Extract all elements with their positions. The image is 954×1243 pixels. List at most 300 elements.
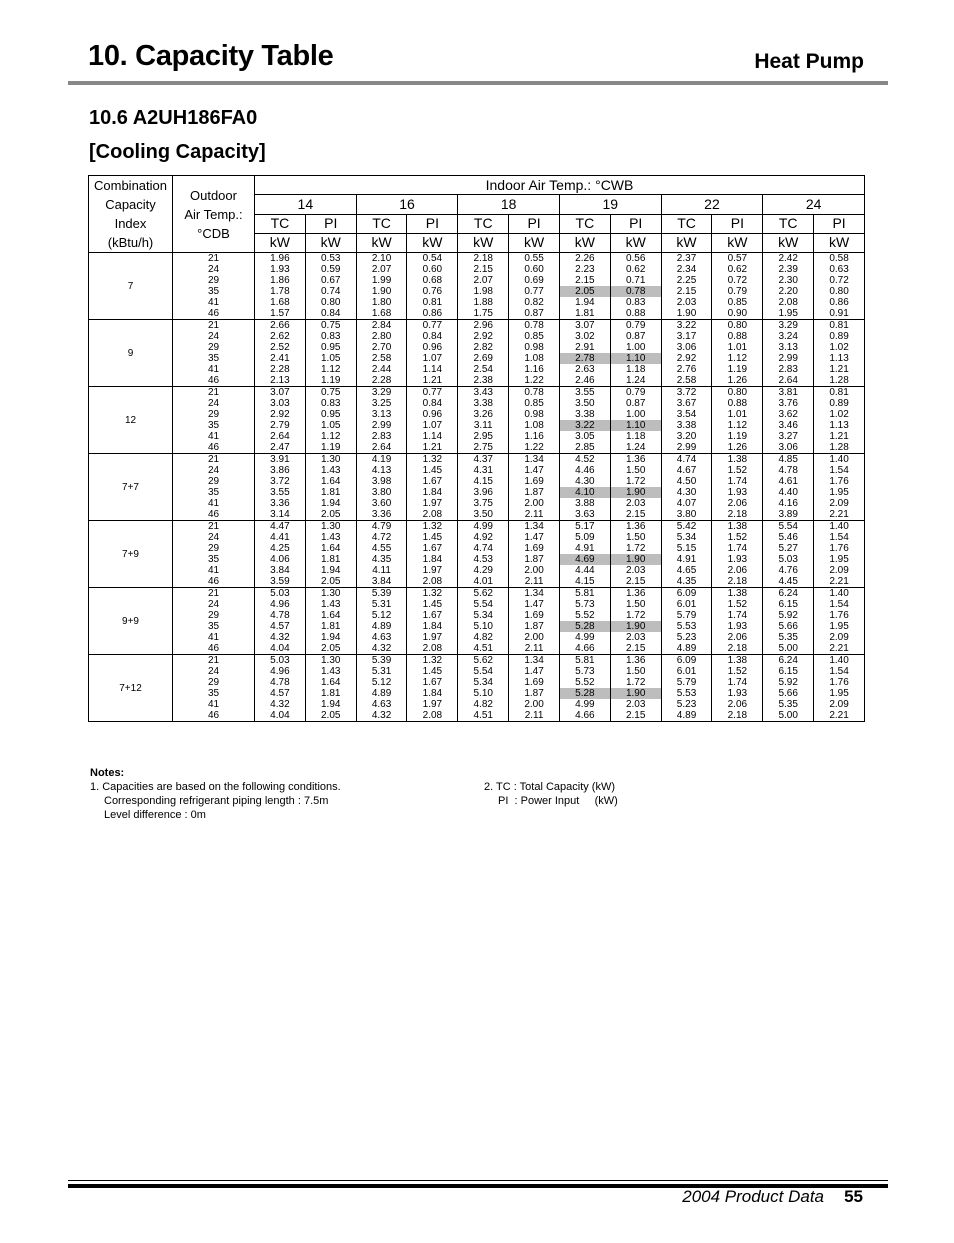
pi-value-cell: 0.75 <box>305 387 356 399</box>
outdoor-header-line: °CDB <box>197 225 230 241</box>
table-row <box>89 431 865 442</box>
pi-value-cell: 1.08 <box>509 353 560 364</box>
tc-value-cell: 1.68 <box>356 308 407 320</box>
tc-value-cell: 2.82 <box>458 342 509 353</box>
pi-value-cell: 2.05 <box>305 643 356 655</box>
pi-value-cell: 2.18 <box>712 509 763 521</box>
tc-value-cell: 5.15 <box>661 543 712 554</box>
pi-value-cell: 2.09 <box>814 498 865 509</box>
pi-value-cell: 2.18 <box>712 643 763 655</box>
pi-value-cell: 1.76 <box>814 610 865 621</box>
indoor-temp-14: 14 <box>255 195 357 214</box>
pi-value-cell: 1.18 <box>610 364 661 375</box>
tc-value-cell: 2.20 <box>763 286 814 297</box>
tc-value-cell: 4.29 <box>458 565 509 576</box>
tc-value-cell: 5.31 <box>356 599 407 610</box>
pi-value-cell: 0.85 <box>712 297 763 308</box>
tc-value-cell: 3.67 <box>661 398 712 409</box>
note-line: 2. TC : Total Capacity (kW) <box>484 781 616 793</box>
pi-value-cell: 0.78 <box>509 387 560 399</box>
tc-value-cell: 2.10 <box>356 253 407 265</box>
pi-header: PI <box>814 214 865 233</box>
note-line: Level difference : 0m <box>104 809 206 821</box>
outdoor-temp-cell: 29 <box>173 275 255 286</box>
pi-value-cell: 1.47 <box>509 532 560 543</box>
tc-value-cell: 2.34 <box>661 264 712 275</box>
outdoor-temp-cell: 35 <box>173 420 255 431</box>
table-row <box>89 621 865 632</box>
tc-value-cell: 4.46 <box>559 465 610 476</box>
pi-value-cell: 0.90 <box>712 308 763 320</box>
tc-value-cell: 3.22 <box>559 420 610 431</box>
pi-value-cell: 0.91 <box>814 308 865 320</box>
pi-value-cell: 1.43 <box>305 599 356 610</box>
pi-value-cell: 0.62 <box>712 264 763 275</box>
pi-value-cell: 2.21 <box>814 643 865 655</box>
tc-value-cell: 3.36 <box>356 509 407 521</box>
pi-value-cell: 1.54 <box>814 465 865 476</box>
pi-value-cell: 1.45 <box>407 465 458 476</box>
pi-value-cell: 1.81 <box>305 554 356 565</box>
tc-value-cell: 4.32 <box>356 643 407 655</box>
pi-value-cell: 2.05 <box>305 576 356 588</box>
tc-value-cell: 3.38 <box>458 398 509 409</box>
tc-value-cell: 2.99 <box>763 353 814 364</box>
tc-value-cell: 3.55 <box>255 487 306 498</box>
pi-value-cell: 1.84 <box>407 554 458 565</box>
indoor-temp-19: 19 <box>559 195 661 214</box>
outdoor-temp-cell: 24 <box>173 465 255 476</box>
outdoor-temp-cell: 29 <box>173 342 255 353</box>
capacity-table <box>88 175 865 722</box>
pi-value-cell: 0.58 <box>814 253 865 265</box>
outdoor-temp-cell: 41 <box>173 297 255 308</box>
tc-value-cell: 5.81 <box>559 588 610 600</box>
table-body <box>89 253 865 722</box>
tc-value-cell: 2.85 <box>559 442 610 454</box>
tc-value-cell: 4.63 <box>356 632 407 643</box>
pi-value-cell: 1.34 <box>509 454 560 466</box>
pi-value-cell: 1.32 <box>407 655 458 667</box>
pi-value-cell: 2.00 <box>509 498 560 509</box>
pi-header: PI <box>305 214 356 233</box>
pi-value-cell: 1.95 <box>814 688 865 699</box>
table-row <box>89 454 865 466</box>
pi-value-cell: 2.18 <box>712 576 763 588</box>
pi-value-cell: 1.45 <box>407 532 458 543</box>
pi-value-cell: 1.76 <box>814 677 865 688</box>
outdoor-temp-cell: 29 <box>173 677 255 688</box>
model-heading: 10.6 A2UH186FA0 <box>89 107 258 129</box>
tc-value-cell: 4.96 <box>255 666 306 677</box>
pi-value-cell: 1.69 <box>509 476 560 487</box>
tc-value-cell: 5.54 <box>458 666 509 677</box>
tc-value-cell: 3.84 <box>356 576 407 588</box>
tc-value-cell: 5.00 <box>763 710 814 722</box>
pi-value-cell: 0.81 <box>814 387 865 399</box>
tc-value-cell: 2.58 <box>661 375 712 387</box>
pi-value-cell: 1.67 <box>407 543 458 554</box>
tc-value-cell: 5.52 <box>559 677 610 688</box>
tc-value-cell: 4.31 <box>458 465 509 476</box>
tc-value-cell: 2.99 <box>661 442 712 454</box>
pi-value-cell: 1.26 <box>712 375 763 387</box>
tc-value-cell: 3.86 <box>255 465 306 476</box>
tc-value-cell: 4.69 <box>559 554 610 565</box>
tc-value-cell: 3.27 <box>763 431 814 442</box>
outdoor-header-line: Outdoor <box>190 187 237 203</box>
pi-value-cell: 1.36 <box>610 655 661 667</box>
pi-value-cell: 1.13 <box>814 420 865 431</box>
pi-value-cell: 1.81 <box>305 487 356 498</box>
tc-value-cell: 1.75 <box>458 308 509 320</box>
tc-value-cell: 6.24 <box>763 588 814 600</box>
pi-value-cell: 0.54 <box>407 253 458 265</box>
outdoor-temp-cell: 24 <box>173 599 255 610</box>
table-row <box>89 375 865 387</box>
pi-value-cell: 2.06 <box>712 565 763 576</box>
tc-value-cell: 5.00 <box>763 643 814 655</box>
tc-value-cell: 2.95 <box>458 431 509 442</box>
tc-value-cell: 4.91 <box>559 543 610 554</box>
table-row <box>89 353 865 364</box>
tc-value-cell: 3.54 <box>661 409 712 420</box>
tc-value-cell: 3.72 <box>255 476 306 487</box>
outdoor-temp-cell: 24 <box>173 532 255 543</box>
pi-value-cell: 1.02 <box>814 409 865 420</box>
tc-value-cell: 2.83 <box>356 431 407 442</box>
outdoor-temp-cell: 29 <box>173 610 255 621</box>
tc-value-cell: 4.99 <box>559 699 610 710</box>
tc-value-cell: 3.26 <box>458 409 509 420</box>
tc-value-cell: 5.03 <box>763 554 814 565</box>
pi-value-cell: 1.67 <box>407 476 458 487</box>
tc-value-cell: 3.63 <box>559 509 610 521</box>
tc-value-cell: 1.86 <box>255 275 306 286</box>
pi-value-cell: 2.09 <box>814 565 865 576</box>
tc-value-cell: 4.30 <box>661 487 712 498</box>
pi-value-cell: 1.94 <box>305 565 356 576</box>
unit-header: kW <box>763 233 814 252</box>
tc-value-cell: 6.15 <box>763 599 814 610</box>
pi-value-cell: 1.05 <box>305 353 356 364</box>
combination-header-line: (kBtu/h) <box>107 235 154 250</box>
pi-value-cell: 1.50 <box>610 666 661 677</box>
pi-value-cell: 1.64 <box>305 610 356 621</box>
pi-header: PI <box>407 214 458 233</box>
pi-value-cell: 2.03 <box>610 498 661 509</box>
outdoor-temp-cell: 41 <box>173 565 255 576</box>
pi-value-cell: 1.26 <box>712 442 763 454</box>
pi-value-cell: 1.19 <box>305 442 356 454</box>
tc-value-cell: 3.29 <box>356 387 407 399</box>
pi-value-cell: 1.43 <box>305 532 356 543</box>
tc-value-cell: 3.76 <box>763 398 814 409</box>
pi-value-cell: 1.18 <box>610 431 661 442</box>
pi-value-cell: 1.14 <box>407 431 458 442</box>
pi-value-cell: 0.81 <box>814 320 865 332</box>
pi-value-cell: 0.88 <box>610 308 661 320</box>
tc-value-cell: 4.89 <box>661 710 712 722</box>
pi-value-cell: 1.28 <box>814 375 865 387</box>
pi-value-cell: 1.38 <box>712 454 763 466</box>
pi-value-cell: 1.94 <box>305 632 356 643</box>
outdoor-temp-header <box>173 176 255 253</box>
pi-value-cell: 2.11 <box>509 710 560 722</box>
tc-value-cell: 4.65 <box>661 565 712 576</box>
tc-value-cell: 5.23 <box>661 632 712 643</box>
tc-value-cell: 3.60 <box>356 498 407 509</box>
table-row <box>89 465 865 476</box>
tc-value-cell: 1.96 <box>255 253 306 265</box>
tc-value-cell: 1.98 <box>458 286 509 297</box>
tc-value-cell: 5.31 <box>356 666 407 677</box>
pi-value-cell: 1.72 <box>610 610 661 621</box>
pi-value-cell: 1.05 <box>305 420 356 431</box>
pi-value-cell: 1.97 <box>407 699 458 710</box>
table-row <box>89 331 865 342</box>
outdoor-temp-cell: 46 <box>173 576 255 588</box>
pi-value-cell: 0.72 <box>712 275 763 286</box>
pi-value-cell: 1.45 <box>407 666 458 677</box>
tc-value-cell: 3.80 <box>356 487 407 498</box>
combination-cell: 9 <box>89 320 173 387</box>
tc-value-cell: 2.25 <box>661 275 712 286</box>
pi-value-cell: 1.87 <box>509 621 560 632</box>
pi-value-cell: 2.08 <box>407 509 458 521</box>
pi-value-cell: 1.95 <box>814 487 865 498</box>
tc-value-cell: 4.35 <box>661 576 712 588</box>
pi-value-cell: 1.28 <box>814 442 865 454</box>
pi-value-cell: 1.76 <box>814 476 865 487</box>
pi-value-cell: 1.00 <box>610 342 661 353</box>
pi-value-cell: 2.09 <box>814 632 865 643</box>
tc-value-cell: 3.06 <box>763 442 814 454</box>
pi-value-cell: 1.93 <box>712 554 763 565</box>
outdoor-temp-cell: 35 <box>173 554 255 565</box>
pi-value-cell: 0.79 <box>610 320 661 332</box>
tc-value-cell: 4.10 <box>559 487 610 498</box>
table-row <box>89 498 865 509</box>
tc-value-cell: 3.88 <box>559 498 610 509</box>
pi-value-cell: 1.32 <box>407 454 458 466</box>
tc-value-cell: 4.11 <box>356 565 407 576</box>
tc-value-cell: 2.46 <box>559 375 610 387</box>
pi-value-cell: 2.08 <box>407 576 458 588</box>
indoor-temp-16: 16 <box>356 195 458 214</box>
pi-value-cell: 0.98 <box>509 409 560 420</box>
pi-value-cell: 2.21 <box>814 509 865 521</box>
unit-header: kW <box>255 233 306 252</box>
tc-value-cell: 6.09 <box>661 655 712 667</box>
pi-value-cell: 0.85 <box>509 331 560 342</box>
tc-value-cell: 3.14 <box>255 509 306 521</box>
pi-value-cell: 1.97 <box>407 565 458 576</box>
tc-value-cell: 3.50 <box>559 398 610 409</box>
unit-header: kW <box>458 233 509 252</box>
tc-value-cell: 4.40 <box>763 487 814 498</box>
pi-value-cell: 1.21 <box>814 364 865 375</box>
tc-value-cell: 4.99 <box>559 632 610 643</box>
tc-value-cell: 2.05 <box>559 286 610 297</box>
table-row <box>89 409 865 420</box>
pi-value-cell: 0.55 <box>509 253 560 265</box>
page-title: 10. Capacity Table <box>88 40 334 72</box>
pi-value-cell: 1.64 <box>305 476 356 487</box>
pi-value-cell: 0.77 <box>509 286 560 297</box>
outdoor-temp-cell: 41 <box>173 632 255 643</box>
pi-value-cell: 1.19 <box>712 364 763 375</box>
tc-value-cell: 1.78 <box>255 286 306 297</box>
outdoor-temp-cell: 29 <box>173 476 255 487</box>
pi-value-cell: 1.45 <box>407 599 458 610</box>
pi-value-cell: 1.34 <box>509 655 560 667</box>
table-row <box>89 387 865 399</box>
pi-value-cell: 0.72 <box>814 275 865 286</box>
note-line: Corresponding refrigerant piping length : 7.5m <box>104 795 329 807</box>
tc-value-cell: 5.10 <box>458 688 509 699</box>
tc-value-cell: 2.52 <box>255 342 306 353</box>
pi-value-cell: 1.08 <box>509 420 560 431</box>
tc-value-cell: 3.62 <box>763 409 814 420</box>
pi-value-cell: 2.05 <box>305 509 356 521</box>
combination-header-line: Combination <box>94 178 167 193</box>
tc-value-cell: 4.74 <box>661 454 712 466</box>
tc-value-cell: 4.82 <box>458 632 509 643</box>
tc-value-cell: 6.15 <box>763 666 814 677</box>
pi-value-cell: 1.90 <box>610 554 661 565</box>
tc-value-cell: 4.82 <box>458 699 509 710</box>
pi-value-cell: 1.50 <box>610 465 661 476</box>
pi-value-cell: 2.00 <box>509 565 560 576</box>
unit-header: kW <box>509 233 560 252</box>
tc-value-cell: 3.36 <box>255 498 306 509</box>
tc-value-cell: 5.34 <box>458 677 509 688</box>
tc-value-cell: 2.44 <box>356 364 407 375</box>
tc-header: TC <box>559 214 610 233</box>
pi-value-cell: 0.95 <box>305 409 356 420</box>
pi-value-cell: 2.03 <box>610 565 661 576</box>
tc-value-cell: 2.38 <box>458 375 509 387</box>
tc-value-cell: 4.78 <box>255 610 306 621</box>
table-row <box>89 699 865 710</box>
pi-value-cell: 2.03 <box>610 632 661 643</box>
outdoor-header-line: Air Temp.: <box>184 206 243 222</box>
tc-value-cell: 3.84 <box>255 565 306 576</box>
pi-value-cell: 0.69 <box>509 275 560 286</box>
tc-value-cell: 4.52 <box>559 454 610 466</box>
tc-value-cell: 3.96 <box>458 487 509 498</box>
tc-value-cell: 1.88 <box>458 297 509 308</box>
footer-title: 2004 Product Data <box>682 1187 824 1206</box>
tc-value-cell: 3.05 <box>559 431 610 442</box>
pi-value-cell: 1.47 <box>509 666 560 677</box>
tc-value-cell: 5.35 <box>763 632 814 643</box>
pi-value-cell: 1.38 <box>712 655 763 667</box>
tc-value-cell: 1.90 <box>356 286 407 297</box>
pi-value-cell: 0.80 <box>814 286 865 297</box>
pi-header: PI <box>610 214 661 233</box>
outdoor-temp-cell: 41 <box>173 364 255 375</box>
pi-value-cell: 2.09 <box>814 699 865 710</box>
combination-header-line: Capacity Index <box>105 197 156 231</box>
tc-value-cell: 5.79 <box>661 610 712 621</box>
pi-value-cell: 1.93 <box>712 621 763 632</box>
pi-value-cell: 0.81 <box>407 297 458 308</box>
tc-value-cell: 4.51 <box>458 710 509 722</box>
unit-header: kW <box>407 233 458 252</box>
pi-value-cell: 1.52 <box>712 666 763 677</box>
pi-value-cell: 1.87 <box>509 487 560 498</box>
pi-value-cell: 1.94 <box>305 699 356 710</box>
tc-value-cell: 4.30 <box>559 476 610 487</box>
tc-value-cell: 5.62 <box>458 588 509 600</box>
tc-value-cell: 4.63 <box>356 699 407 710</box>
tc-value-cell: 3.03 <box>255 398 306 409</box>
pi-value-cell: 1.67 <box>407 610 458 621</box>
table-row <box>89 476 865 487</box>
pi-value-cell: 1.34 <box>509 521 560 533</box>
tc-value-cell: 3.98 <box>356 476 407 487</box>
tc-value-cell: 5.28 <box>559 688 610 699</box>
tc-value-cell: 4.13 <box>356 465 407 476</box>
pi-value-cell: 1.30 <box>305 588 356 600</box>
tc-value-cell: 2.23 <box>559 264 610 275</box>
outdoor-temp-cell: 35 <box>173 353 255 364</box>
unit-header: kW <box>559 233 610 252</box>
outdoor-temp-cell: 21 <box>173 655 255 667</box>
tc-value-cell: 4.15 <box>559 576 610 588</box>
tc-value-cell: 2.30 <box>763 275 814 286</box>
tc-value-cell: 3.50 <box>458 509 509 521</box>
tc-value-cell: 1.93 <box>255 264 306 275</box>
tc-value-cell: 2.92 <box>458 331 509 342</box>
tc-value-cell: 3.02 <box>559 331 610 342</box>
pi-value-cell: 1.22 <box>509 375 560 387</box>
tc-value-cell: 2.75 <box>458 442 509 454</box>
table-row <box>89 308 865 320</box>
tc-value-cell: 2.79 <box>255 420 306 431</box>
outdoor-temp-cell: 21 <box>173 588 255 600</box>
tc-value-cell: 4.89 <box>356 621 407 632</box>
table-row <box>89 599 865 610</box>
tc-value-cell: 2.42 <box>763 253 814 265</box>
tc-value-cell: 4.99 <box>458 521 509 533</box>
tc-value-cell: 5.66 <box>763 688 814 699</box>
combination-cell: 9+9 <box>89 588 173 655</box>
tc-value-cell: 1.80 <box>356 297 407 308</box>
pi-value-cell: 1.97 <box>407 498 458 509</box>
tc-value-cell: 2.41 <box>255 353 306 364</box>
pi-value-cell: 2.00 <box>509 632 560 643</box>
pi-value-cell: 1.50 <box>610 599 661 610</box>
pi-value-cell: 2.11 <box>509 509 560 521</box>
tc-value-cell: 3.24 <box>763 331 814 342</box>
tc-value-cell: 5.92 <box>763 610 814 621</box>
pi-value-cell: 1.81 <box>305 621 356 632</box>
pi-header: PI <box>712 214 763 233</box>
pi-value-cell: 1.24 <box>610 442 661 454</box>
pi-value-cell: 0.87 <box>610 331 661 342</box>
pi-value-cell: 2.08 <box>407 643 458 655</box>
pi-value-cell: 1.12 <box>712 420 763 431</box>
pi-value-cell: 1.93 <box>712 688 763 699</box>
pi-value-cell: 0.96 <box>407 409 458 420</box>
pi-value-cell: 2.15 <box>610 509 661 521</box>
tc-value-cell: 5.10 <box>458 621 509 632</box>
indoor-temp-22: 22 <box>661 195 763 214</box>
tc-value-cell: 3.80 <box>661 509 712 521</box>
